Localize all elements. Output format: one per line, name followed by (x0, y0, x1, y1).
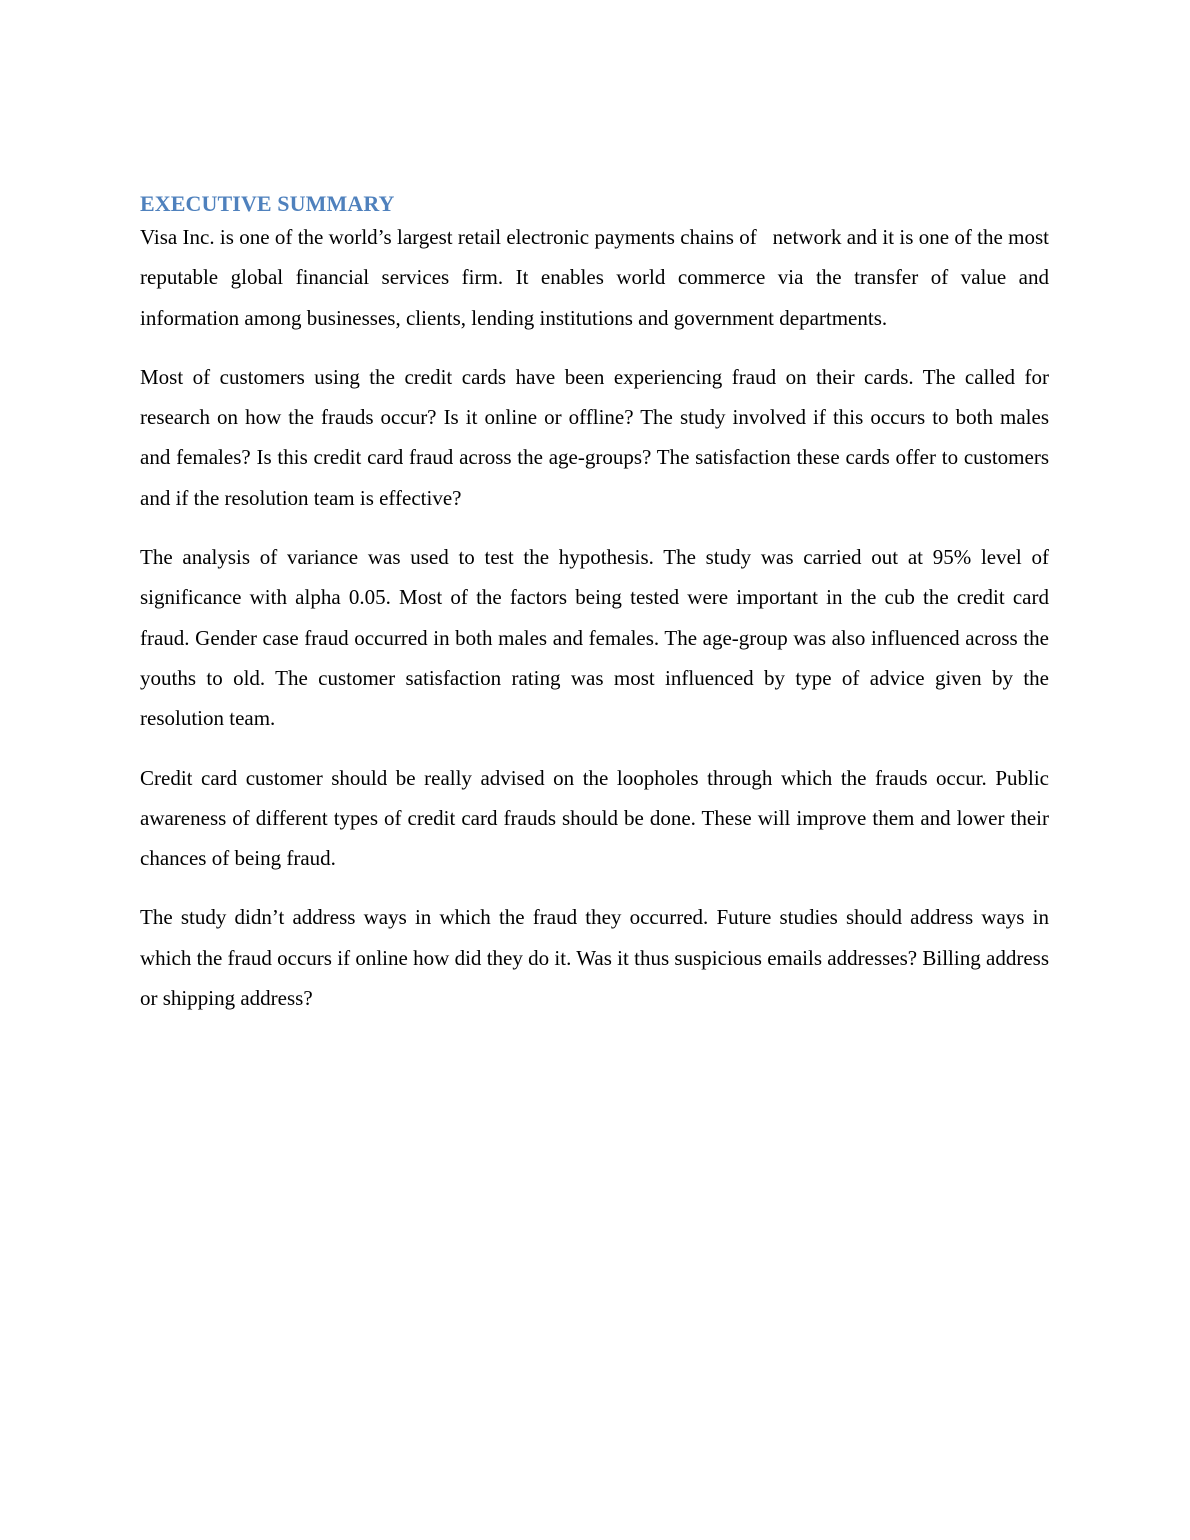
document-body (140, 188, 1055, 1037)
paragraph-analysis: The analysis of variance was used to test the hypothesis. The study was carried out at 95% level of significance with alpha 0.05. Most of the factors being tested were important in the cub the credit card fraud. Gender case fraud occurred in both males and females. The age-group was also influenced across the youths to old. The customer satisfaction rating was most influenced by type of advice given by the resolution team. (140, 545, 1055, 731)
paragraph-limitations: The study didn’t address ways in which the fraud they occurred. Future studies should address ways in which the fraud occurs if online how did they do it. Was it thus suspicious emails addresses? Billing address or shipping address? (140, 905, 1055, 1011)
paragraph-recommendation: Credit card customer should be really advised on the loopholes through which the frauds occur. Public awareness of different types of credit card frauds should be done. These will improve them and lower their chances of being fraud. (140, 765, 1055, 871)
paragraph-intro: Visa Inc. is one of the world’s largest retail electronic payments chains of network and it is one of the most reputable global financial services firm. It enables world commerce via the transfer of value and information among businesses, clients, lending institutions and government departments. (140, 225, 1055, 330)
paragraph-problem: Most of customers using the credit cards have been experiencing fraud on their cards. The called for research on how the frauds occur? Is it online or offline? The study involved if this occurs to both males and females? Is this credit card fraud across the age-groups? The satisfaction these cards offer to customers and if the resolution team is effective? (140, 364, 1055, 510)
section-heading: EXECUTIVE SUMMARY (140, 191, 395, 216)
